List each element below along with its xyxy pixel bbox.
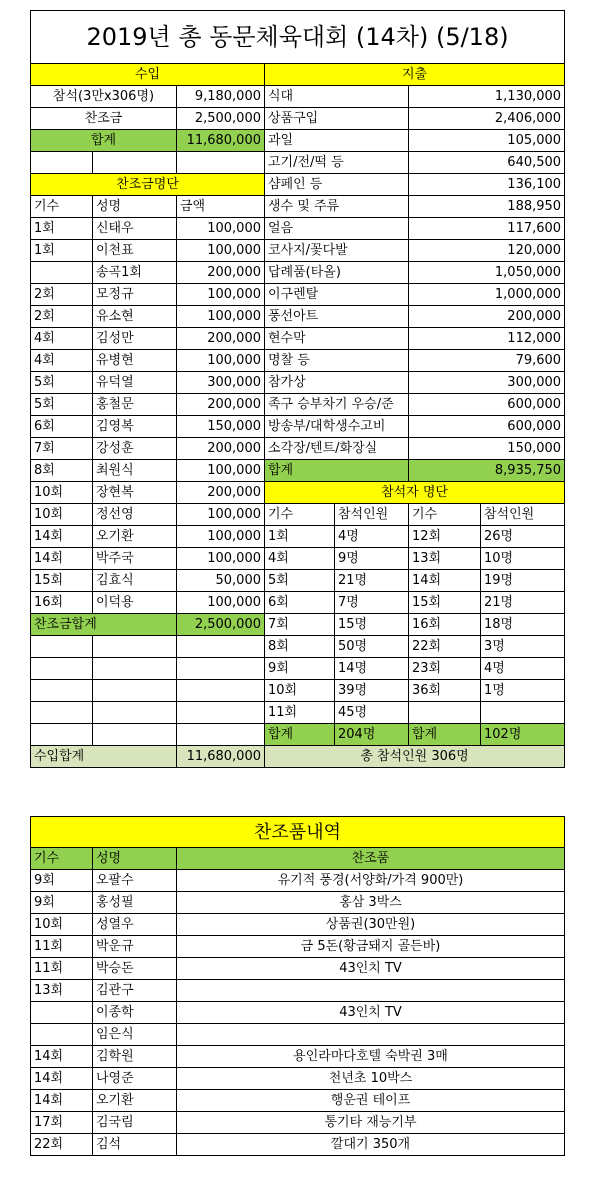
attendance-count: 7명 (335, 592, 409, 614)
donor-name: 장현복 (93, 482, 177, 504)
income-sum-value: 11,680,000 (177, 746, 265, 768)
goods-generation (31, 1002, 93, 1024)
donor-generation: 14회 (31, 548, 93, 570)
goods-generation: 9회 (31, 892, 93, 914)
goods-generation: 11회 (31, 958, 93, 980)
table-row (31, 958, 565, 980)
table-row (31, 108, 565, 130)
table-row (31, 240, 565, 262)
attendance-generation (409, 702, 481, 724)
donation-amount: 200,000 (177, 328, 265, 350)
empty-cell (93, 680, 177, 702)
donor-generation: 2회 (31, 306, 93, 328)
empty-cell (31, 658, 93, 680)
attendance-count: 4명 (335, 526, 409, 548)
goods-item: 홍삼 3박스 (177, 892, 565, 914)
empty-cell (177, 658, 265, 680)
income-header: 수입 (31, 64, 265, 86)
expense-label: 얼음 (265, 218, 409, 240)
goods-generation: 14회 (31, 1090, 93, 1112)
expense-label: 고기/전/떡 등 (265, 152, 409, 174)
goods-donor-name: 박운규 (93, 936, 177, 958)
attendance-generation: 6회 (265, 592, 335, 614)
attendance-count: 4명 (481, 658, 565, 680)
table-row (31, 350, 565, 372)
table-row (31, 1134, 565, 1156)
attendance-total-value: 204명 (335, 724, 409, 746)
donation-amount: 50,000 (177, 570, 265, 592)
expense-value: 188,950 (409, 196, 565, 218)
table-row (31, 980, 565, 1002)
income-label: 참석(3만x306명) (31, 86, 177, 108)
donor-name: 오기환 (93, 526, 177, 548)
donor-generation: 5회 (31, 372, 93, 394)
attendance-count: 1명 (481, 680, 565, 702)
donation-header: 찬조금명단 (31, 174, 265, 196)
donor-generation: 5회 (31, 394, 93, 416)
attendance-count (481, 702, 565, 724)
donor-generation: 8회 (31, 460, 93, 482)
attendance-grand-total: 총 참석인원 306명 (265, 746, 565, 768)
goods-item: 통기타 재능기부 (177, 1112, 565, 1134)
goods-item: 43인치 TV (177, 1002, 565, 1024)
attendance-total-value: 102명 (481, 724, 565, 746)
donation-amount: 200,000 (177, 482, 265, 504)
donor-name: 김성만 (93, 328, 177, 350)
goods-donor-name: 성열우 (93, 914, 177, 936)
empty-cell (177, 724, 265, 746)
table-row (31, 548, 565, 570)
goods-generation: 10회 (31, 914, 93, 936)
attendance-count: 26명 (481, 526, 565, 548)
expense-value: 136,100 (409, 174, 565, 196)
donor-name: 유덕열 (93, 372, 177, 394)
donation-amount: 100,000 (177, 284, 265, 306)
table-row (31, 416, 565, 438)
income-value: 2,500,000 (177, 108, 265, 130)
attendance-count: 39명 (335, 680, 409, 702)
attendance-count: 18명 (481, 614, 565, 636)
page-title: 2019년 총 동문체육대회 (14차) (5/18) (31, 11, 565, 64)
attendance-generation: 14회 (409, 570, 481, 592)
income-total-value: 11,680,000 (177, 130, 265, 152)
expense-value: 117,600 (409, 218, 565, 240)
attendance-count: 21명 (481, 592, 565, 614)
goods-item: 상품권(30만원) (177, 914, 565, 936)
income-total-label: 합계 (31, 130, 177, 152)
donation-amount: 100,000 (177, 350, 265, 372)
donor-generation: 4회 (31, 350, 93, 372)
donation-total-value: 2,500,000 (177, 614, 265, 636)
section-header-row (31, 64, 565, 86)
table-row (31, 614, 565, 636)
donor-name: 최원식 (93, 460, 177, 482)
expense-value: 2,406,000 (409, 108, 565, 130)
column-header: 금액 (177, 196, 265, 218)
empty-cell (93, 702, 177, 724)
goods-donor-name: 임은식 (93, 1024, 177, 1046)
empty-cell (177, 636, 265, 658)
expense-label: 방송부/대학생수고비 (265, 416, 409, 438)
attendance-count: 45명 (335, 702, 409, 724)
goods-item: 깔대기 350개 (177, 1134, 565, 1156)
column-header: 참석인원 (335, 504, 409, 526)
donated-goods-sheet (30, 816, 565, 1156)
expense-value: 79,600 (409, 350, 565, 372)
expense-value: 640,500 (409, 152, 565, 174)
title-row (31, 11, 565, 64)
donor-generation: 14회 (31, 526, 93, 548)
goods-donor-name: 박승돈 (93, 958, 177, 980)
table-row (31, 262, 565, 284)
donation-amount: 100,000 (177, 592, 265, 614)
table-row (31, 394, 565, 416)
table-row (31, 658, 565, 680)
donor-generation: 10회 (31, 482, 93, 504)
donation-amount: 100,000 (177, 548, 265, 570)
attendance-generation: 1회 (265, 526, 335, 548)
table-row (31, 174, 565, 196)
attendance-generation: 8회 (265, 636, 335, 658)
expense-value: 120,000 (409, 240, 565, 262)
table-row (31, 570, 565, 592)
goods-donor-name: 나영준 (93, 1068, 177, 1090)
goods-donor-name: 이종학 (93, 1002, 177, 1024)
table-row (31, 1002, 565, 1024)
expense-label: 풍선아트 (265, 306, 409, 328)
attendance-count: 9명 (335, 548, 409, 570)
table-row (31, 636, 565, 658)
table-row (31, 86, 565, 108)
expense-value: 600,000 (409, 394, 565, 416)
expense-label: 답례품(타올) (265, 262, 409, 284)
table-row (31, 1068, 565, 1090)
table-row (31, 306, 565, 328)
column-header: 기수 (31, 196, 93, 218)
donor-generation: 15회 (31, 570, 93, 592)
donation-amount: 100,000 (177, 460, 265, 482)
expense-label: 현수막 (265, 328, 409, 350)
table-row (31, 482, 565, 504)
attendance-count: 14명 (335, 658, 409, 680)
expense-value: 105,000 (409, 130, 565, 152)
attendance-count: 3명 (481, 636, 565, 658)
column-header: 기수 (409, 504, 481, 526)
goods-donor-name: 김국림 (93, 1112, 177, 1134)
title-row (31, 817, 565, 848)
expense-label: 샴페인 등 (265, 174, 409, 196)
table-row (31, 196, 565, 218)
donor-name: 모정규 (93, 284, 177, 306)
attendance-generation: 16회 (409, 614, 481, 636)
attendance-total-label: 합계 (265, 724, 335, 746)
donor-generation: 10회 (31, 504, 93, 526)
goods-donor-name: 오기환 (93, 1090, 177, 1112)
goods-item: 금 5돈(황금돼지 골든바) (177, 936, 565, 958)
donor-name: 신태우 (93, 218, 177, 240)
attendance-generation: 11회 (265, 702, 335, 724)
expense-value: 200,000 (409, 306, 565, 328)
column-header: 기수 (265, 504, 335, 526)
expense-label: 소각장/텐트/화장실 (265, 438, 409, 460)
donor-name: 유소현 (93, 306, 177, 328)
income-value: 9,180,000 (177, 86, 265, 108)
goods-item (177, 1024, 565, 1046)
expense-header: 지출 (265, 64, 565, 86)
expense-label: 생수 및 주류 (265, 196, 409, 218)
attendance-count: 10명 (481, 548, 565, 570)
empty-cell (93, 636, 177, 658)
table-row (31, 1090, 565, 1112)
table-row (31, 130, 565, 152)
goods-generation: 9회 (31, 870, 93, 892)
expense-label: 족구 승부차기 우승/준 (265, 394, 409, 416)
table-row (31, 526, 565, 548)
expense-value: 1,130,000 (409, 86, 565, 108)
goods-generation: 14회 (31, 1068, 93, 1090)
donation-amount: 200,000 (177, 438, 265, 460)
expense-value: 112,000 (409, 328, 565, 350)
goods-generation: 14회 (31, 1046, 93, 1068)
empty-cell (31, 702, 93, 724)
empty-cell (93, 152, 177, 174)
donor-generation: 7회 (31, 438, 93, 460)
expense-label: 상품구입 (265, 108, 409, 130)
donation-amount: 300,000 (177, 372, 265, 394)
expense-total-label: 합계 (265, 460, 409, 482)
table-row (31, 152, 565, 174)
expense-value: 1,050,000 (409, 262, 565, 284)
donor-generation: 1회 (31, 240, 93, 262)
goods-item: 천년초 10박스 (177, 1068, 565, 1090)
column-header: 성명 (93, 848, 177, 870)
table-row (31, 936, 565, 958)
table-row (31, 460, 565, 482)
donor-name: 송곡1회 (93, 262, 177, 284)
donation-amount: 200,000 (177, 394, 265, 416)
donation-amount: 100,000 (177, 526, 265, 548)
expense-value: 1,000,000 (409, 284, 565, 306)
budget-sheet (30, 10, 565, 768)
goods-donor-name: 오팔수 (93, 870, 177, 892)
column-header-row (31, 848, 565, 870)
table-row (31, 1046, 565, 1068)
goods-donor-name: 김학원 (93, 1046, 177, 1068)
donor-name: 유병현 (93, 350, 177, 372)
donor-name: 김효식 (93, 570, 177, 592)
table-row (31, 1024, 565, 1046)
expense-label: 명찰 등 (265, 350, 409, 372)
goods-donor-name: 김관구 (93, 980, 177, 1002)
goods-donor-name: 홍성필 (93, 892, 177, 914)
empty-cell (31, 724, 93, 746)
donor-generation: 6회 (31, 416, 93, 438)
donation-amount: 100,000 (177, 240, 265, 262)
table-row (31, 746, 565, 768)
goods-item: 용인라마다호텔 숙박권 3매 (177, 1046, 565, 1068)
donation-amount: 200,000 (177, 262, 265, 284)
donor-name: 이덕용 (93, 592, 177, 614)
donor-name: 김영복 (93, 416, 177, 438)
income-sum-label: 수입합계 (31, 746, 177, 768)
table-row (31, 328, 565, 350)
table-row (31, 284, 565, 306)
donor-name: 박주국 (93, 548, 177, 570)
goods-title: 찬조품내역 (31, 817, 565, 848)
donor-generation (31, 262, 93, 284)
attendance-generation: 36회 (409, 680, 481, 702)
attendance-count: 21명 (335, 570, 409, 592)
goods-generation: 17회 (31, 1112, 93, 1134)
attendance-generation: 13회 (409, 548, 481, 570)
attendance-generation: 10회 (265, 680, 335, 702)
table-row (31, 914, 565, 936)
attendance-generation: 4회 (265, 548, 335, 570)
donor-name: 이천표 (93, 240, 177, 262)
income-label: 찬조금 (31, 108, 177, 130)
attendance-generation: 23회 (409, 658, 481, 680)
table-row (31, 218, 565, 240)
table-row (31, 438, 565, 460)
goods-item: 행운권 테이프 (177, 1090, 565, 1112)
goods-donor-name: 김석 (93, 1134, 177, 1156)
attendance-generation: 9회 (265, 658, 335, 680)
empty-cell (31, 152, 93, 174)
column-header: 찬조품 (177, 848, 565, 870)
expense-value: 300,000 (409, 372, 565, 394)
column-header: 참석인원 (481, 504, 565, 526)
table-row (31, 504, 565, 526)
goods-generation (31, 1024, 93, 1046)
table-row (31, 1112, 565, 1134)
attendance-total-label: 합계 (409, 724, 481, 746)
attendance-count: 50명 (335, 636, 409, 658)
column-header: 기수 (31, 848, 93, 870)
donor-generation: 2회 (31, 284, 93, 306)
donor-generation: 1회 (31, 218, 93, 240)
attendance-count: 19명 (481, 570, 565, 592)
expense-value: 150,000 (409, 438, 565, 460)
table-row (31, 592, 565, 614)
empty-cell (177, 680, 265, 702)
expense-label: 참가상 (265, 372, 409, 394)
attendance-generation: 5회 (265, 570, 335, 592)
expense-label: 코사지/꽃다발 (265, 240, 409, 262)
donor-name: 강성훈 (93, 438, 177, 460)
donor-name: 정선영 (93, 504, 177, 526)
table-row (31, 870, 565, 892)
expense-label: 과일 (265, 130, 409, 152)
expense-total-value: 8,935,750 (409, 460, 565, 482)
goods-generation: 11회 (31, 936, 93, 958)
table-row (31, 892, 565, 914)
goods-item (177, 980, 565, 1002)
donation-amount: 150,000 (177, 416, 265, 438)
attendance-generation: 22회 (409, 636, 481, 658)
goods-generation: 22회 (31, 1134, 93, 1156)
table-row (31, 702, 565, 724)
donor-generation: 4회 (31, 328, 93, 350)
empty-cell (93, 724, 177, 746)
table-row (31, 680, 565, 702)
attendance-header: 참석자 명단 (265, 482, 565, 504)
attendance-generation: 12회 (409, 526, 481, 548)
column-header: 성명 (93, 196, 177, 218)
donor-generation: 16회 (31, 592, 93, 614)
attendance-count: 15명 (335, 614, 409, 636)
donation-amount: 100,000 (177, 218, 265, 240)
donation-total-label: 찬조금합계 (31, 614, 177, 636)
goods-generation: 13회 (31, 980, 93, 1002)
expense-value: 600,000 (409, 416, 565, 438)
empty-cell (177, 152, 265, 174)
empty-cell (31, 636, 93, 658)
table-row (31, 372, 565, 394)
attendance-generation: 15회 (409, 592, 481, 614)
empty-cell (93, 658, 177, 680)
attendance-generation: 7회 (265, 614, 335, 636)
donor-name: 홍철문 (93, 394, 177, 416)
donation-amount: 100,000 (177, 306, 265, 328)
expense-label: 이구렌탈 (265, 284, 409, 306)
empty-cell (177, 702, 265, 724)
goods-item: 유기적 풍경(서양화/가격 900만) (177, 870, 565, 892)
expense-label: 식대 (265, 86, 409, 108)
table-row (31, 724, 565, 746)
empty-cell (31, 680, 93, 702)
goods-item: 43인치 TV (177, 958, 565, 980)
donation-amount: 100,000 (177, 504, 265, 526)
